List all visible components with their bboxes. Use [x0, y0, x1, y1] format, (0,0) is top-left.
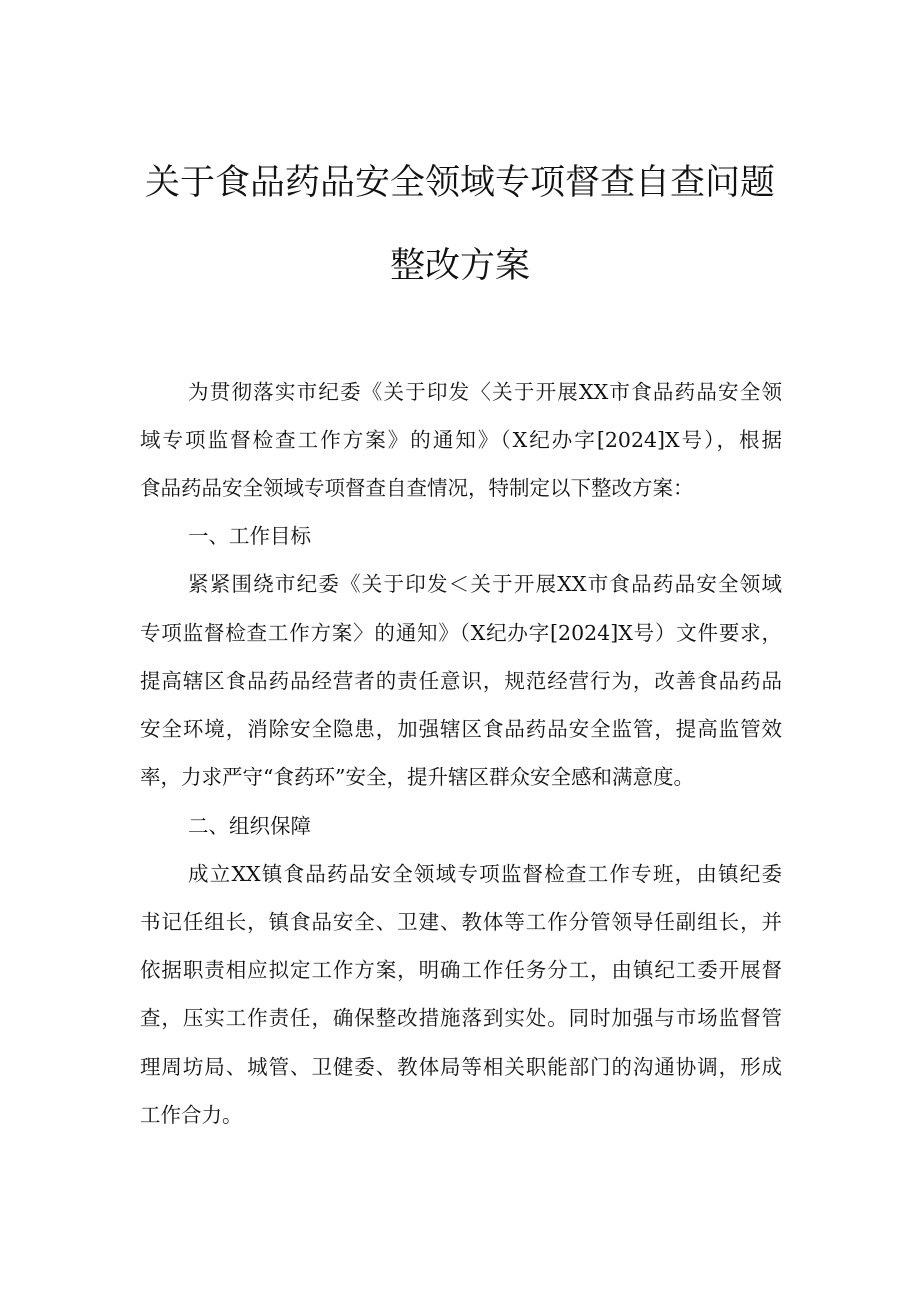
intro-line-3: 食品药品安全领域专项督查自查情况，特制定以下整改方案：	[140, 476, 694, 500]
section-2-line-2: 书记任组长，镇食品安全、卫建、教体等工作分管领导任副组长，并	[140, 910, 782, 934]
section-1-heading: 一、工作目标	[188, 524, 311, 548]
section-2-heading: 二、组织保障	[188, 814, 311, 838]
section-1-line-1: 紧紧围绕市纪委《关于印发＜关于开展XX市食品药品安全领域	[188, 572, 782, 596]
intro-line-2: 域专项监督检查工作方案》的通知》（X纪办字[2024]X号），根据	[140, 428, 782, 452]
section-1-line-3: 提高辖区食品药品经营者的责任意识，规范经营行为，改善食品药品	[140, 669, 782, 693]
section-2-line-5: 理周坊局、城管、卫健委、教体局等相关职能部门的沟通协调，形成	[140, 1055, 782, 1079]
section-2-line-4: 查，压实工作责任，确保整改措施落到实处。同时加强与市场监督管	[140, 1006, 782, 1030]
intro-line-1: 为贯彻落实市纪委《关于印发〈关于开展XX市食品药品安全领	[188, 380, 782, 404]
section-1-line-5: 率，力求严守“食药环”安全，提升辖区群众安全感和满意度。	[140, 765, 694, 789]
section-1-line-2: 专项监督检查工作方案〉的通知》（X纪办字[2024]X号）文件要求，	[140, 621, 782, 645]
document-title-line-1: 关于食品药品安全领域专项督查自查问题	[144, 163, 775, 203]
section-2-line-6: 工作合力。	[140, 1103, 243, 1127]
section-1-line-4: 安全环境，消除安全隐患，加强辖区食品药品安全监管，提高监管效	[140, 717, 782, 741]
section-2-line-3: 依据职责相应拟定工作方案，明确工作任务分工，由镇纪工委开展督	[140, 958, 782, 982]
section-2-line-1: 成立XX镇食品药品安全领域专项监督检查工作专班，由镇纪委	[188, 862, 782, 886]
document-title-line-2: 整改方案	[389, 246, 530, 286]
